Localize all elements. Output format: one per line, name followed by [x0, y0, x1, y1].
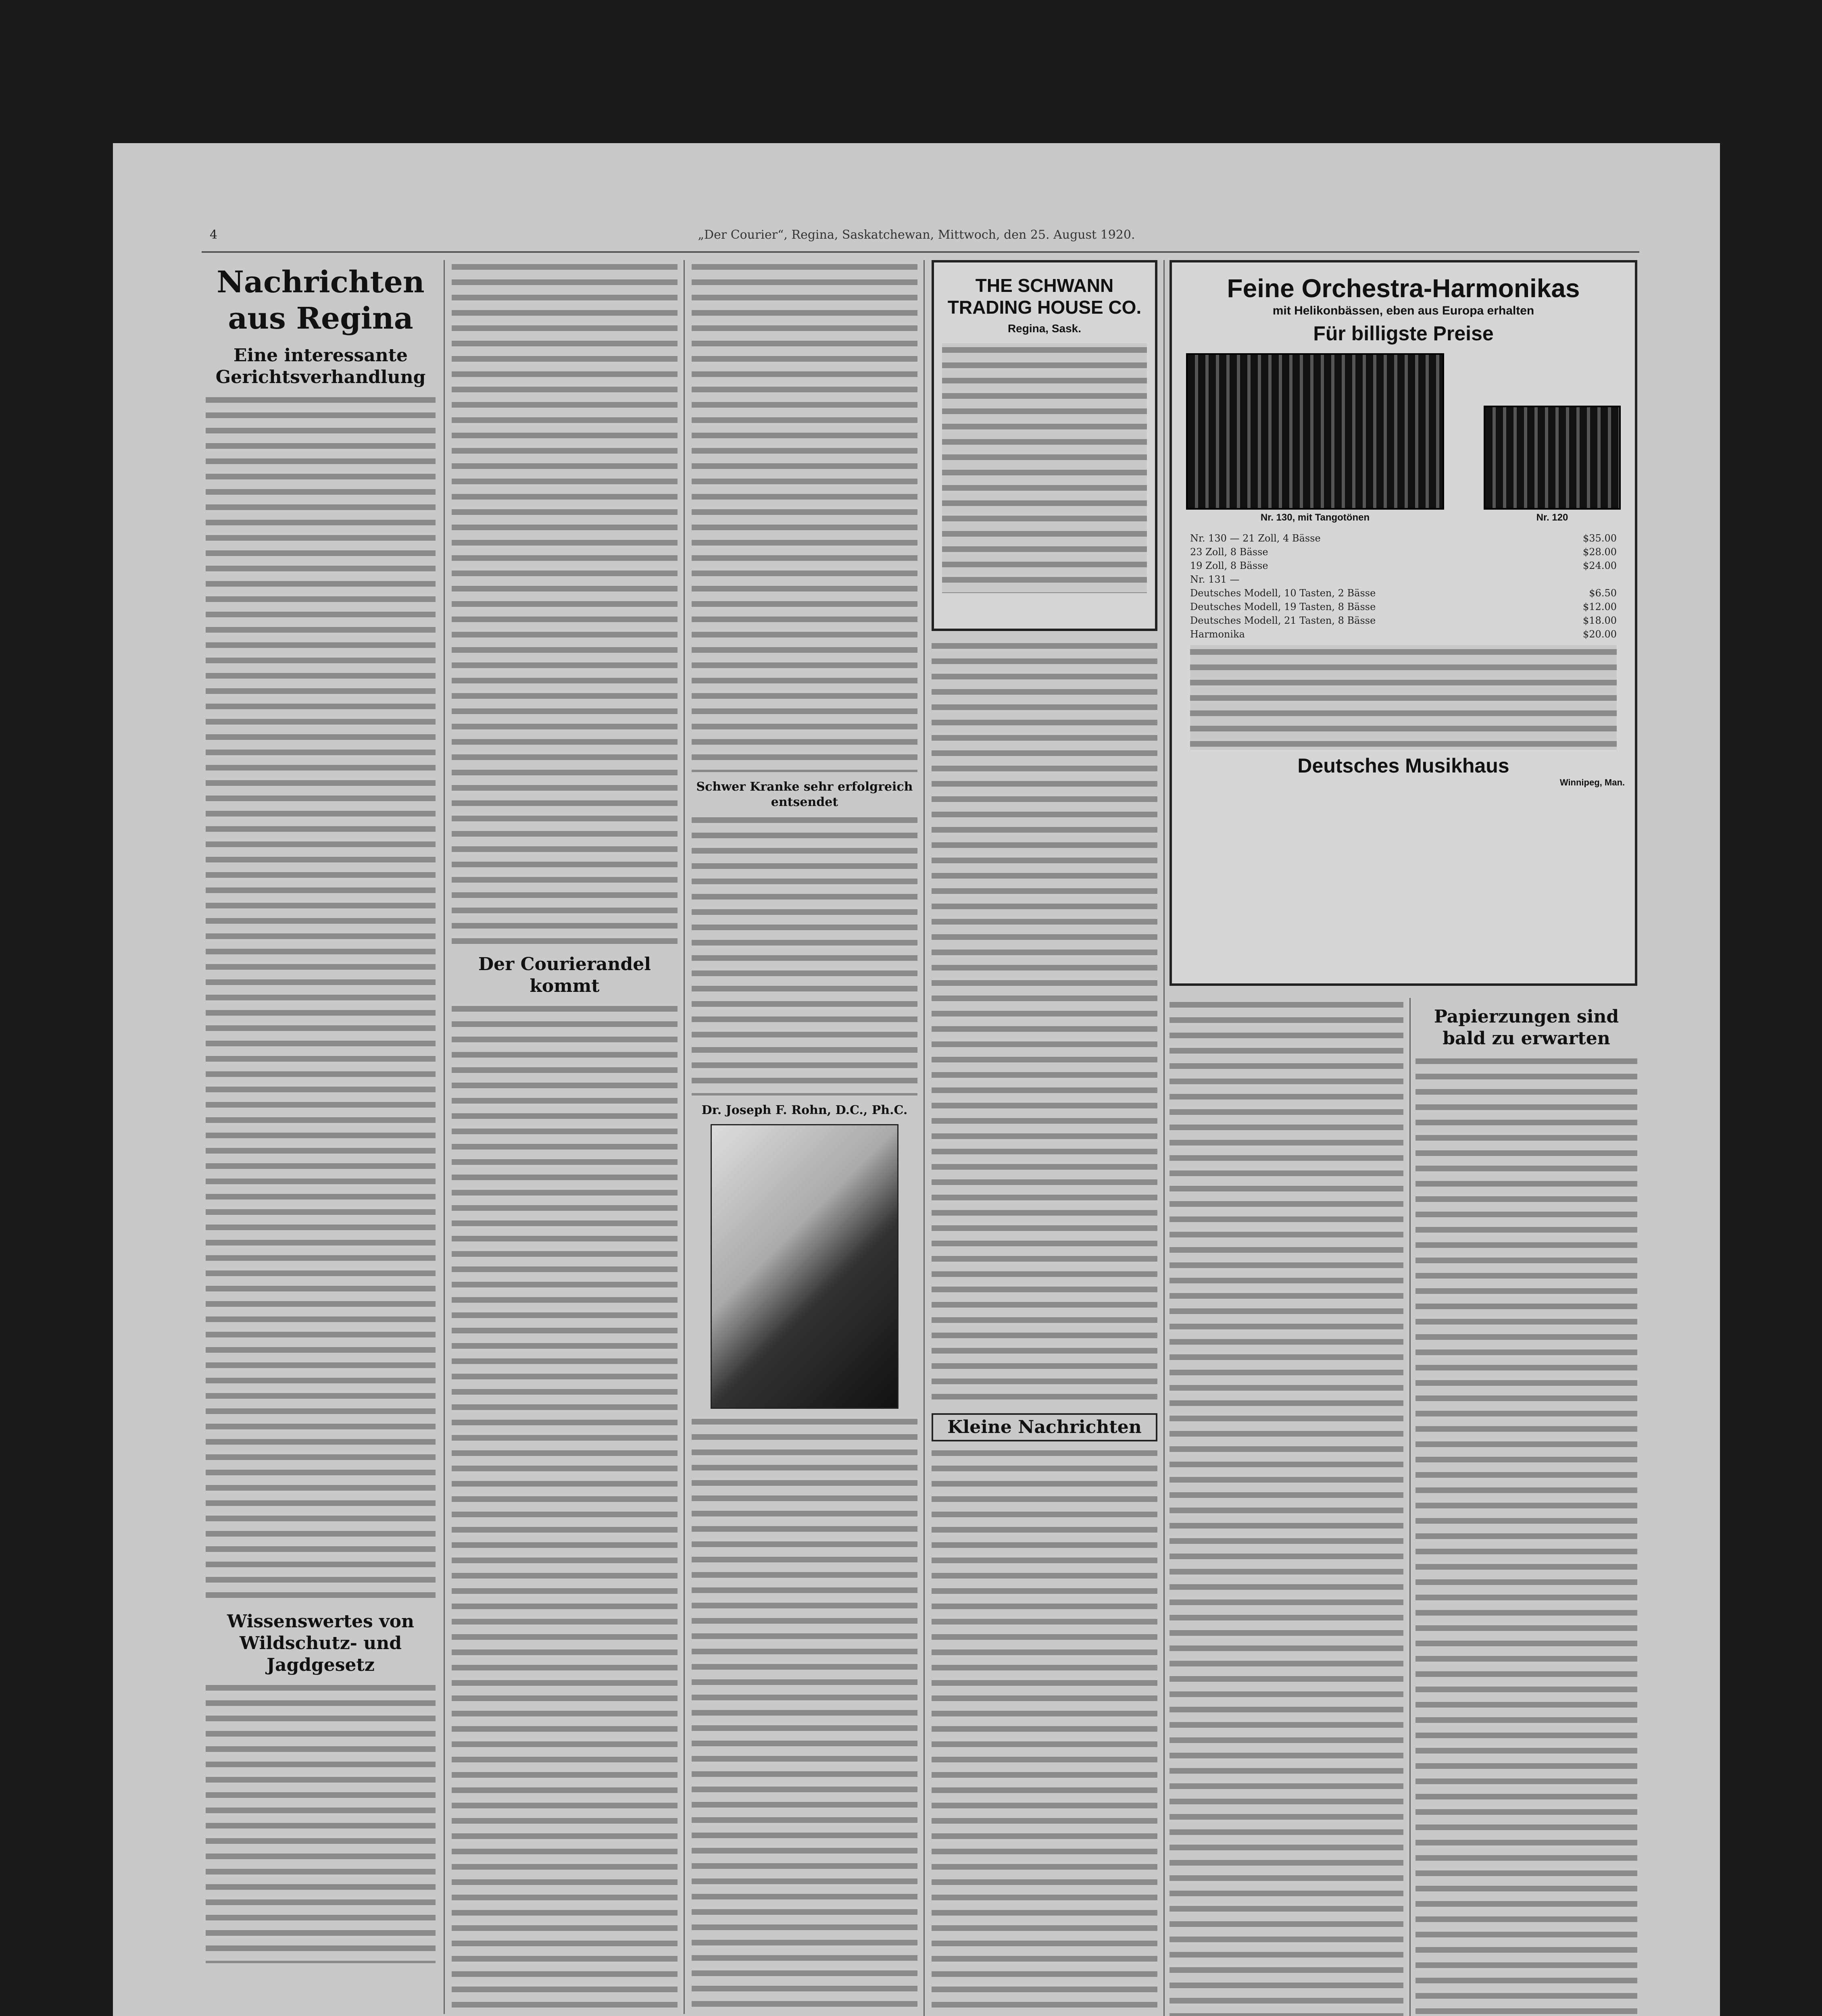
- masthead: „Der Courier“, Regina, Saskatchewan, Mittwoch, den 25. August 1920.: [698, 228, 1135, 242]
- story-title: Eine interessante Gerichtsverhandlung: [215, 345, 426, 387]
- ad-title: THE SCHWANN TRADING HOUSE CO.: [947, 275, 1142, 318]
- article-body: [452, 260, 678, 946]
- price-row: Deutsches Modell, 19 Tasten, 8 Bässe $12.00: [1190, 601, 1617, 612]
- column-4: [932, 260, 1157, 2016]
- column-2: [452, 260, 678, 2014]
- accordion-image: [1186, 353, 1444, 510]
- column-rule: [924, 260, 925, 2016]
- column-6: [1415, 998, 1637, 2016]
- column-rule: [444, 260, 445, 2014]
- ad-body: [1190, 645, 1617, 750]
- model-caption: Nr. 120: [1536, 512, 1568, 523]
- article-body: [206, 393, 436, 1603]
- column-rule: [684, 260, 685, 2014]
- column-1: [206, 260, 436, 2014]
- page-number: 4: [210, 228, 218, 242]
- harmonika-ad: [1169, 260, 1637, 986]
- article-body: [692, 813, 917, 1095]
- story-title: Papierzungen sind bald zu erwarten: [1434, 1006, 1619, 1049]
- article-body: [206, 1681, 436, 1963]
- column-rule: [1409, 998, 1411, 2016]
- article-body: [932, 639, 1157, 1405]
- column-5b: [1169, 998, 1403, 2016]
- article-body: [692, 1415, 917, 2016]
- story-title: Der Courierandel kommt: [478, 954, 651, 996]
- column-3: [692, 260, 917, 2016]
- article-body: [932, 1446, 1157, 2016]
- price-row: Nr. 130 — 21 Zoll, 4 Bässe $35.00: [1190, 533, 1617, 544]
- model-caption: Nr. 130, mit Tangotönen: [1260, 512, 1370, 523]
- ad-line: Für billigste Preise: [1313, 322, 1494, 345]
- small-heading: Schwer Kranke sehr erfolgreich entsendet: [696, 780, 913, 809]
- portrait-photo: [711, 1124, 898, 1409]
- store-name: Deutsches Musikhaus: [1297, 754, 1509, 777]
- accordion-image: [1484, 406, 1621, 510]
- column-rule: [1163, 260, 1165, 2016]
- ad-body: [942, 343, 1147, 593]
- ad-subtitle: Regina, Sask.: [1007, 322, 1082, 335]
- article-body: [1415, 1054, 1637, 2016]
- price-row: 23 Zoll, 8 Bässe $28.00: [1190, 546, 1617, 558]
- price-row: 19 Zoll, 8 Bässe $24.00: [1190, 560, 1617, 571]
- small-heading: Kleine Nachrichten: [932, 1413, 1157, 1441]
- story-title: Wissenswertes von Wildschutz- und Jagdgesetz: [227, 1611, 415, 1675]
- price-row: Deutsches Modell, 10 Tasten, 2 Bässe $6.50: [1190, 587, 1617, 599]
- column-5: [1169, 260, 1637, 1046]
- section-title: Nachrichten aus Regina: [217, 265, 425, 336]
- newspaper-page: [113, 143, 1720, 2016]
- header-rule: [202, 251, 1639, 253]
- price-list: [1190, 531, 1617, 641]
- article-body: [452, 1002, 678, 2010]
- price-row: Deutsches Modell, 21 Tasten, 8 Bässe $18.00: [1190, 615, 1617, 626]
- article-body: [1169, 998, 1403, 2016]
- store-city: Winnipeg, Man.: [1559, 777, 1625, 787]
- trading-house-ad: [932, 260, 1157, 631]
- ad-title: Feine Orchestra-Harmonikas: [1227, 274, 1580, 303]
- ad-line: mit Helikonbässen, eben aus Europa erhalten: [1272, 304, 1534, 317]
- price-row: Nr. 131 —: [1190, 574, 1240, 585]
- price-row: Harmonika $20.00: [1190, 629, 1617, 640]
- article-body: [692, 260, 917, 772]
- photo-caption: Dr. Joseph F. Rohn, D.C., Ph.C.: [701, 1103, 908, 1117]
